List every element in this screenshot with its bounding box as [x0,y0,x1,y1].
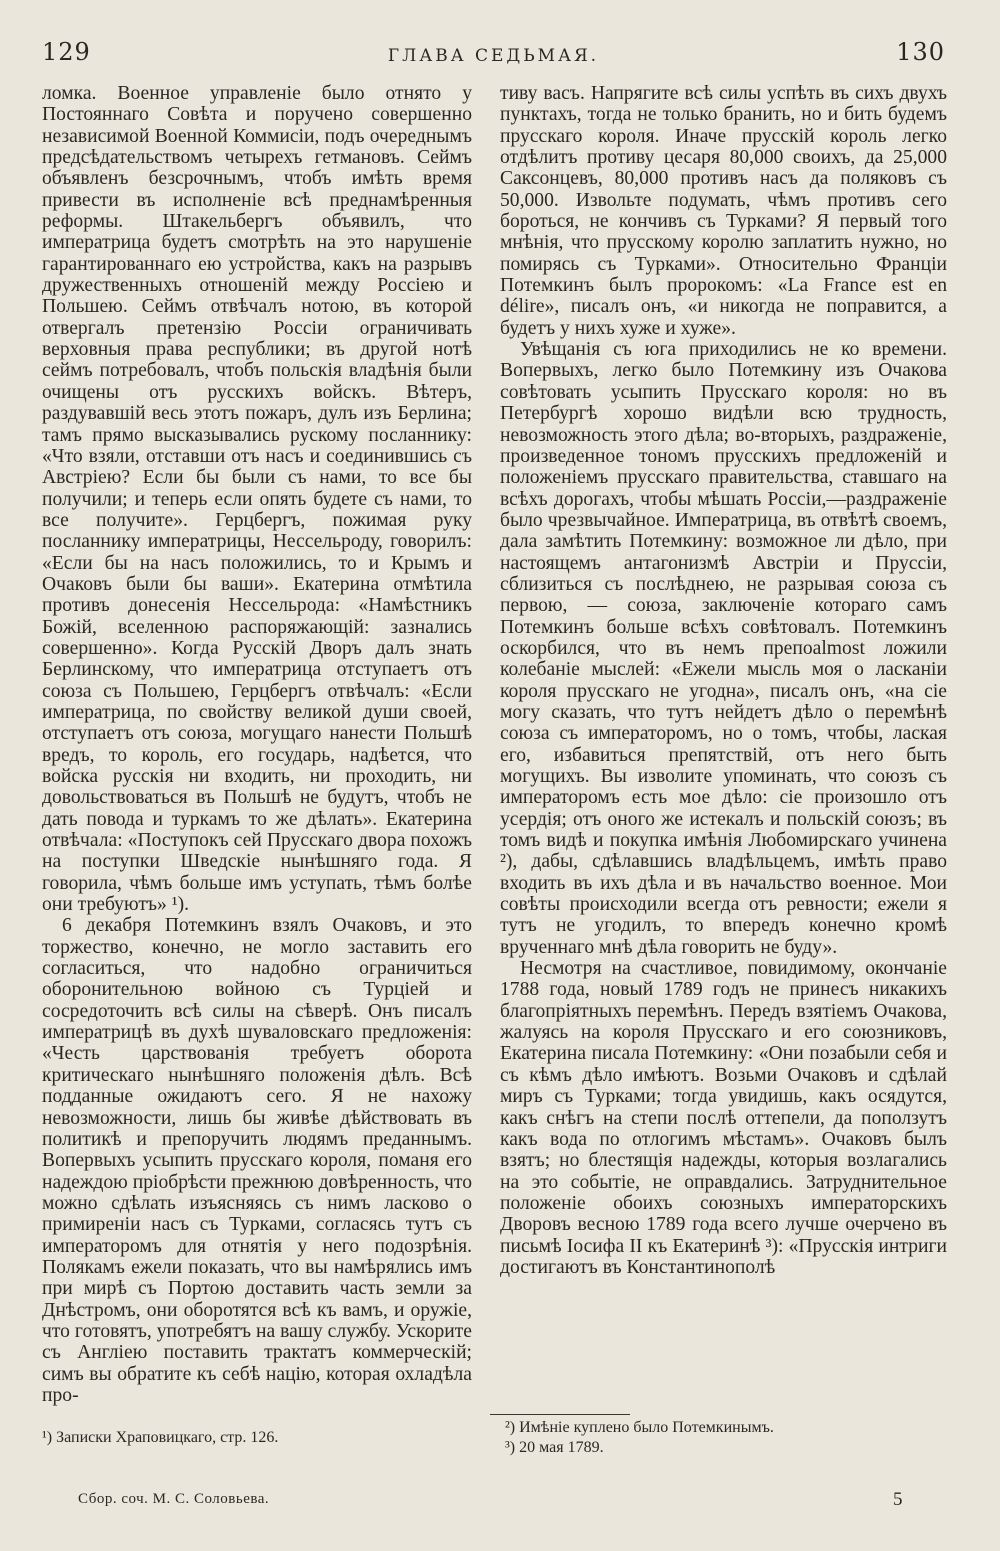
paragraph: Увѣщанія съ юга приходились не ко времени. Вопервыхъ, легко было Потемкину изъ Очакова совѣтовать усыпить Прусскаго короля: но въ Петербургѣ хорошо видѣли всю трудность, невозможность этого дѣла; во-вторыхъ, раздраженіе, произведенное тономъ прусскихъ предложеній и положеніемъ прусскаго правительства, ставшаго на всѣхъ дорогахъ, чтобы мѣшать Россіи,—раздраженіе было чрезвычайное. Императрица, въ отвѣтѣ своемъ, дала замѣтить Потемкину: возможное ли дѣло, при настоящемъ антагонизмѣ Австріи и Пруссіи, сблизиться съ послѣднею, не разрывая союза съ первою, — союза, заключеніе котораго самъ Потемкинъ больше всѣхъ совѣтовалъ. Потемкинъ оскорбился, что въ немъ препоalmost ложили колебаніе мыслей: «Ежели мысль моя о ласканіи короля прусскаго не угодна», писалъ онъ, «на сіе могу сказать, что тутъ нейдетъ дѣло о перемѣнѣ союза съ императоромъ, но о томъ, чтобы, лаская его, избавиться препятствій, отъ него быть могущихъ. Вы изволите упоминать, что союзъ съ императоромъ есть мое дѣло: сіе произошло отъ усердія; отъ оного же истекалъ и польскій союзъ; въ томъ видѣ и покупка имѣнія Любомирскаго учинена ²), дабы, сдѣлавшись владѣльцемъ, имѣть право входить въ ихъ дѣла и въ начальство военное. Мои совѣты происходили всегда отъ ревности; ежели я тутъ не угодилъ, то впередъ конечно кромѣ врученнаго мнѣ дѣла говорить не буду». [500,339,947,958]
left-footnotes [42,1428,278,1448]
right-footnotes [505,1418,945,1458]
paragraph: ломка. Военное управленіе было отнято у Постояннаго Совѣта и поручено совершенно независимой Военной Коммисіи, подъ очереднымъ предсѣдательствомъ четырехъ гетмановъ. Сеймъ объявленъ безсрочнымъ, чтобъ имѣть время привести въ исполненіе всѣ преднамѣренныя реформы. Штакельбергъ объявилъ, что императрица будетъ смотрѣть на это нарушеніе гарантированнаго ею устройства, какъ на разрывъ дружественныхъ отношеній между Россіею и Польшею. Сеймъ отвѣчалъ нотою, въ которой отвергалъ претензію Россіи ограничивать верховныя права республики; въ другой нотѣ сеймъ потребовалъ, чтобъ польскія владѣнія были очищены отъ русскихъ войскъ. Вѣтеръ, раздувавшій весь этотъ пожаръ, дулъ изъ Берлина; тамъ прямо высказывались рускому посланнику: «Что взяли, отставши отъ насъ и соединившись съ Австріею? Если бы были съ нами, то все бы получили; и теперь если опять будете съ нами, то все получите». Герцбергъ, пожимая руку посланнику императрицы, Нессельроду, говорилъ: «Если бы на насъ положились, то и Крымъ и Очаковъ были бы ваши». Екатерина отмѣтила противъ донесенія Нессельрода: «Намѣстникъ Божій, вселенною распоряжающій: зазнались совершенно». Когда Русскій Дворъ далъ знать Берлинскому, что императрица отступаетъ отъ союза съ Польшею, Герцбергъ отвѣчалъ: «Если императрица, по свойству великой души своей, отступаетъ отъ союза, могущаго нанести Польшѣ вредъ, то король, его государь, надѣется, что войска русскія ни входить, ни проходить, ни довольствоваться въ Польшѣ не будутъ, чтобъ не дать повода и туркамъ то же дѣлать». Екатерина отвѣчала: «Поступокъ сей Прусскаго двора похожъ на поступки Шведскіе нынѣшняго года. Я говорила, чѣмъ больше имъ уступать, тѣмъ болѣе они требуютъ» ¹). [42,83,472,916]
page-header [42,38,945,78]
paragraph: Несмотря на счастливое, повидимому, окончаніе 1788 года, новый 1789 годъ не принесъ никакихъ благопріятныхъ перемѣнъ. Передъ взятіемъ Очакова, жалуясь на короля Прусскаго и его союзниковъ, Екатерина писала Потемкину: «Они позабыли себя и съ кѣмъ дѣло имѣютъ. Возьми Очаковъ и сдѣлай миръ съ Турками; тогда увидишь, какъ осядутся, какъ снѣгъ на степи послѣ оттепели, да поползутъ какъ вода по отлогимъ мѣстамъ». Очаковъ былъ взятъ; но блестящія надежды, которыя возлагались на это событіе, не оправдались. Затруднительное положеніе обоихъ союзныхъ императорскихъ Дворовъ весною 1789 года всего лучше очерчено въ письмѣ Іосифа II къ Екатеринѣ ³): «Прусскія интриги достигаютъ въ Константинополѣ [500,958,947,1278]
sheet-number: 5 [893,1489,903,1510]
footnote: ¹) Записки Храповицкаго, стр. 126. [42,1429,279,1446]
footnote: ²) Имѣніе куплено было Потемкинымъ. [505,1419,774,1436]
chapter-title: ГЛАВА СЕДЬМАЯ. [387,46,600,66]
printer-signature: Сбор. соч. М. С. Соловьева. [78,1491,270,1507]
footnote: ³) 20 мая 1789. [505,1439,604,1456]
footnote-divider [490,1414,630,1415]
left-page-number: 129 [42,38,91,66]
paragraph: тиву васъ. Напрягите всѣ силы успѣть въ сихъ двухъ пунктахъ, тогда не только бранить, но и бить будемъ прусскаго короля. Иначе прусскій король легко отдѣлитъ противу цесаря 80,000 своихъ, да 25,000 Саксонцевъ, 80,000 противъ насъ да поляковъ съ 50,000. Извольте подумать, чѣмъ противъ сего бороться, не кончивъ съ Турками? Я первый того мнѣнія, что прусскому королю заплатить нужно, но помирясь съ Турками». Относительно Франціи Потемкинъ былъ пророкомъ: «La France est en délire», писалъ онъ, «и никогда не поправится, а будетъ у нихъ хуже и хуже». [500,83,947,339]
left-column [42,83,472,1406]
right-column [500,83,947,1278]
right-page-number: 130 [896,38,945,66]
paragraph: 6 декабря Потемкинъ взялъ Очаковъ, и это торжество, конечно, не могло заставить его согласиться, что надобно ограничиться оборонительною войною съ Турціей и сосредоточить всѣ силы на сѣверѣ. Онъ писалъ императрицѣ въ духѣ шуваловскаго предложенія: «Честь царствованія требуетъ оборота критическаго нынѣшняго положенія дѣлъ. Всѣ подданные ожидаютъ сего. Я не нахожу невозможности, лишь бы живѣе дѣйствовать въ политикѣ и препоручить людямъ преданнымъ. Вопервыхъ усыпить прусскаго короля, поманя его надеждою пріобрѣсти прежнюю довѣренность, что можно сдѣлать изъясняясь съ нимъ ласково о примиреніи насъ съ Турками, согласясь тутъ съ императоромъ для отнятія у него подозрѣнія. Полякамъ ежели показать, что вы намѣрялись имъ при мирѣ съ Портою доставить часть земли за Днѣстромъ, они оборотятся всѣ къ вамъ, и оружіе, что готовятъ, употребятъ на вашу службу. Ускорите съ Англіею поставить трактатъ коммерческій; симъ вы обратите къ себѣ націю, которая охладѣла про- [42,915,472,1406]
